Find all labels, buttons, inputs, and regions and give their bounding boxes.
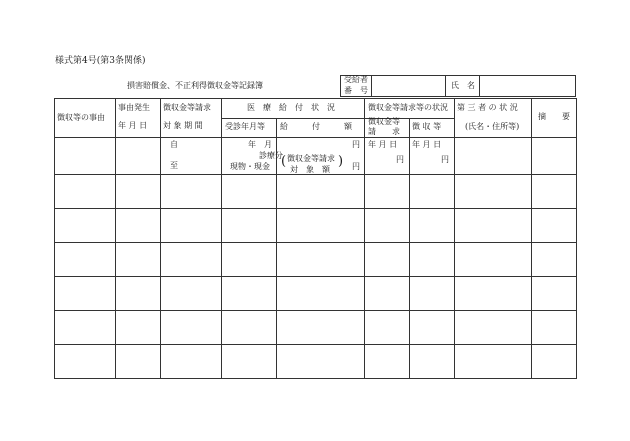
collect-claim-date: 年 月 日 (368, 140, 398, 149)
recipient-number-label-2: 番 号 (344, 86, 368, 95)
table-row (55, 209, 577, 243)
med-year-month: 年 月 (248, 140, 272, 149)
bracket-left: ( (281, 154, 287, 169)
header-third-party: 第 三 者 の 状 況 (457, 103, 518, 112)
header-claim-period: 対 象 期 間 (163, 121, 203, 130)
yen-amount-3: 円 (396, 155, 404, 164)
bracket-right: ) (338, 154, 344, 169)
collect-date: 年 月 日 (412, 140, 442, 149)
form-title: 損害賠償金、不正利得徴収金等記録簿 (127, 81, 263, 90)
header-med-date: 受診年月等 (225, 122, 265, 131)
yen-amount-1: 円 (352, 140, 360, 149)
header-med-amount: 給 付 額 (280, 122, 352, 131)
yen-amount-4: 円 (441, 155, 449, 164)
recipient-name-label: 氏 名 (451, 81, 475, 90)
table-row (55, 311, 577, 345)
claim-note-target: 対 象 額 (290, 165, 330, 174)
period-from: 自 (170, 140, 178, 149)
table-row (55, 277, 577, 311)
header-collect-claim: 徴収金等 (368, 117, 400, 126)
header-medical: 医 療 給 付 状 況 (247, 103, 335, 112)
yen-amount-2: 円 (352, 162, 360, 171)
header-third-party-detail: (氏名・住所等) (465, 122, 520, 131)
header-event-date: 年 月 日 (118, 121, 148, 130)
header-event: 事由発生 (118, 103, 150, 112)
header-collect-claim-2: 請 求 (368, 127, 400, 136)
form-number: 様式第4号(第3条関係) (55, 56, 146, 66)
claim-note: 徴収金等請求 (287, 154, 335, 163)
records-table (54, 98, 577, 379)
table-row (55, 345, 577, 379)
header-remarks: 摘 要 (538, 112, 570, 121)
header-claim: 徴収金等請求 (163, 103, 211, 112)
treatment-label: 診療分 (259, 151, 283, 160)
treatment-type: 現物・現金 (230, 162, 270, 171)
header-collect-status: 徴収金等請求等の状況 (368, 103, 448, 112)
table-row (55, 243, 577, 277)
header-reason: 徴収等の事由 (57, 113, 105, 122)
header-collect-amount: 徴 収 等 (412, 122, 442, 131)
period-to: 至 (170, 161, 178, 170)
recipient-number-label: 受給者 (344, 75, 368, 84)
table-row (55, 175, 577, 209)
